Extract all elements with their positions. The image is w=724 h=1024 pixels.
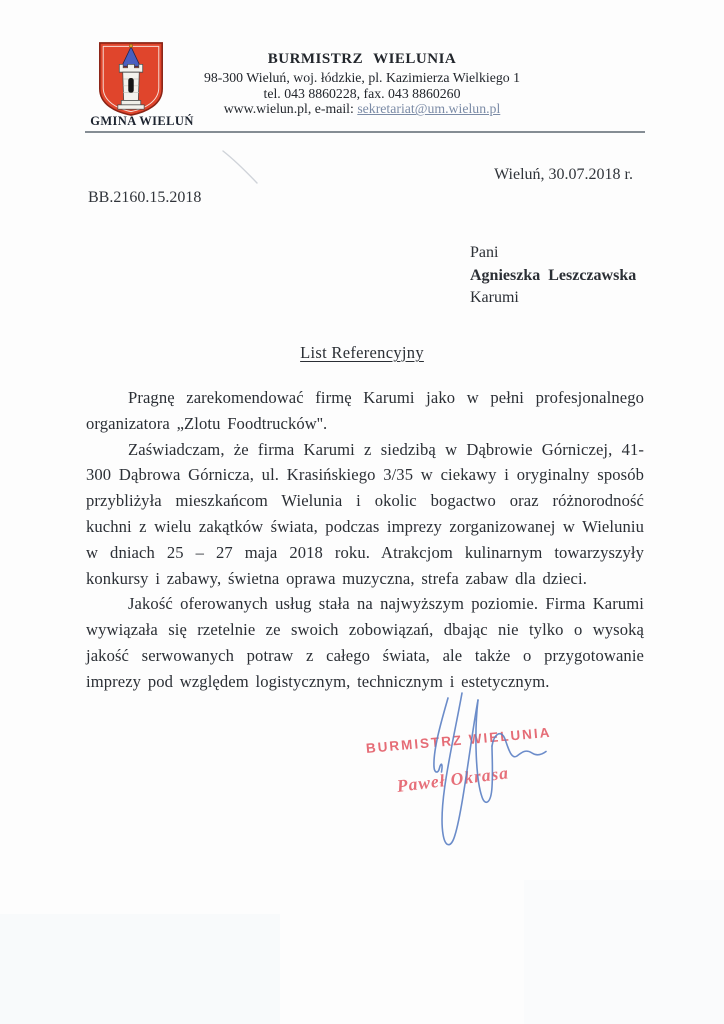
letterhead-web-prefix: www.wielun.pl, e-mail: <box>223 101 358 117</box>
handwritten-signature <box>415 685 565 880</box>
recipient-company: Karumi <box>470 289 519 306</box>
date-line: Wieluń, 30.07.2018 r. <box>494 166 633 183</box>
header-divider <box>85 131 645 133</box>
pen-mark-artifact <box>215 145 265 187</box>
emblem-caption: GMINA WIELUŃ <box>90 114 194 128</box>
paragraph-recommendation: Pragnę zarekomendować firmę Karumi jako w pełni profesjonalnego organizatora „Zlotu Foodtrucków''. <box>86 388 644 433</box>
letterhead-address: 98-300 Wieluń, woj. łódzkie, pl. Kazimierza Wielkiego 1 <box>203 69 520 85</box>
letterhead <box>62 52 662 117</box>
scan-tint-bottom-left <box>0 914 280 1024</box>
recipient-salutation: Pani <box>470 244 499 261</box>
letter-body <box>86 385 644 695</box>
letterhead-email-link[interactable]: sekretariat@um.wielun.pl <box>357 101 501 117</box>
scan-tint-right <box>524 880 724 1024</box>
letterhead-office-title: BURMISTRZ WIELUNIA <box>267 51 457 67</box>
reference-number: BB.2160.15.2018 <box>88 189 202 206</box>
mayor-name-stamp: Paweł Okrasa <box>395 762 510 796</box>
letterhead-phone-fax: tel. 043 8860228, fax. 043 8860260 <box>263 85 461 101</box>
recipient-name: Agnieszka Leszczawska <box>470 266 637 284</box>
paragraph-quality: Jakość oferowanych usług stała na najwyższym poziomie. Firma Karumi wywiązała się rzetelnie ze swoich zobowiązań, dbając nie tylko o wysoką jakość serwowanych potraw z całego świata, ale także o przygotowanie imprezy pod względem logistycznym, technicznym i estetycznym. <box>86 594 644 691</box>
letterhead-web-line <box>62 101 662 117</box>
document-title: List Referencyjny <box>300 343 424 362</box>
paragraph-event-details: Zaświadczam, że firma Karumi z siedzibą w Dąbrowie Górniczej, 41- 300 Dąbrowa Górnicza, ul. Krasińskiego 3/35 w ciekawy i oryginalny sposób przybliżyła mieszkańcom Wielunia i okolic bogactwo oraz różnorodność kuchni z wielu zakątków świata, podczas imprezy zorganizowanej w Wieluniu w dniach 25 – 27 maja 2018 roku. Atrakcjom kulinarnym towarzyszyły konkursy i zabawy, świetna oprawa muzyczna, strefa zabaw dla dzieci. <box>86 439 644 588</box>
mayor-office-stamp: BURMISTRZ WIELUNIA <box>365 724 552 756</box>
recipient-block <box>470 242 636 310</box>
